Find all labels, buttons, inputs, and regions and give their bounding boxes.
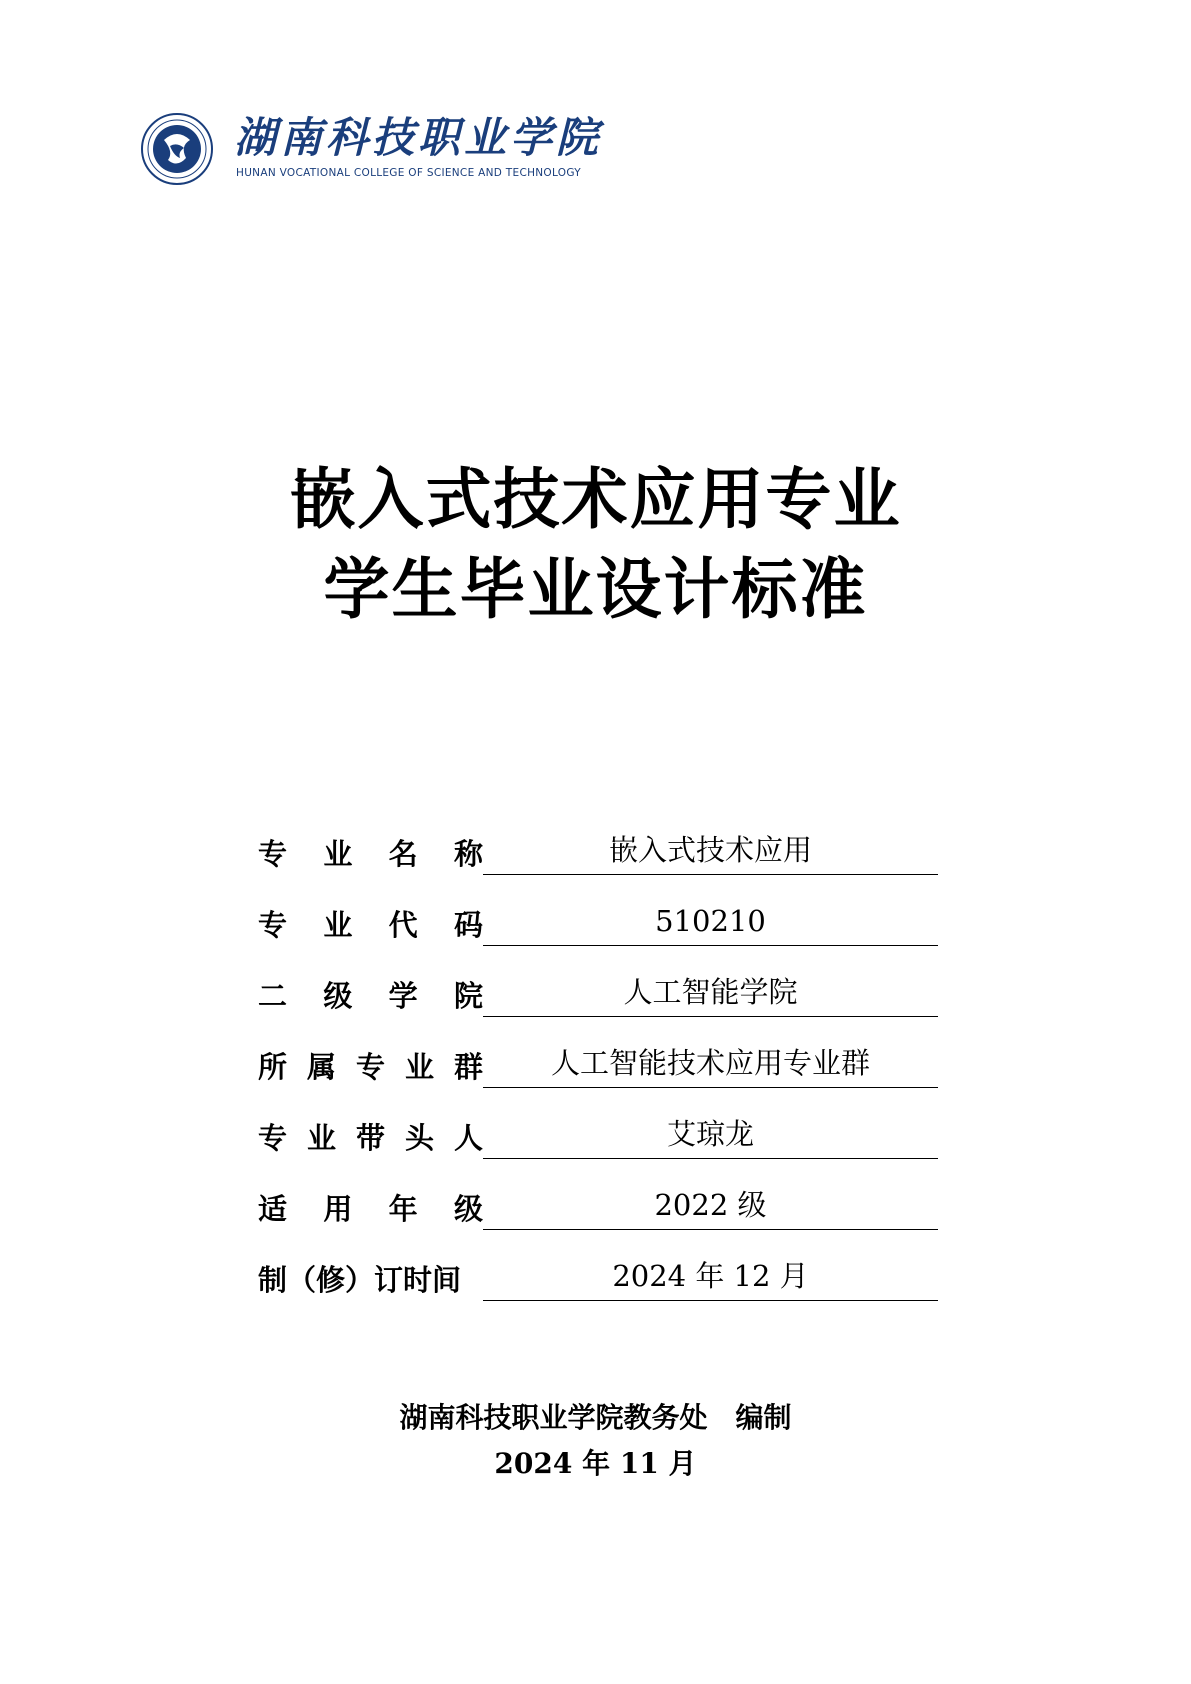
info-label-char: 院 bbox=[453, 978, 483, 1013]
info-label bbox=[258, 830, 483, 874]
info-label-char: 业 bbox=[306, 1120, 336, 1155]
info-value: 2024 年 12 月 bbox=[483, 1252, 938, 1301]
footer-date: 2024 年 11 月 bbox=[494, 1447, 697, 1480]
info-label-char: 业 bbox=[404, 1049, 434, 1084]
college-seal-icon bbox=[140, 112, 214, 186]
info-label-char: 人 bbox=[453, 1120, 483, 1155]
info-label-char: 业 bbox=[323, 907, 353, 942]
info-label bbox=[258, 901, 483, 945]
info-label bbox=[258, 1043, 483, 1087]
info-label-char: 业 bbox=[323, 836, 353, 871]
info-row bbox=[258, 1175, 938, 1246]
info-label-char: 制（修）订时间 bbox=[258, 1262, 462, 1297]
info-label-char: 二 bbox=[258, 978, 288, 1013]
info-value: 510210 bbox=[483, 897, 938, 946]
info-label-char: 学 bbox=[388, 978, 418, 1013]
info-label-char: 专 bbox=[258, 1120, 288, 1155]
info-label bbox=[258, 1256, 483, 1300]
info-label-char: 属 bbox=[306, 1049, 336, 1084]
info-label-char: 码 bbox=[453, 907, 483, 942]
info-label-char: 用 bbox=[323, 1191, 353, 1226]
info-label-char: 专 bbox=[258, 907, 288, 942]
info-value: 艾琼龙 bbox=[483, 1110, 938, 1159]
footer-issuer: 湖南科技职业学院教务处 编制 bbox=[399, 1401, 792, 1434]
info-label-char: 群 bbox=[453, 1049, 483, 1084]
info-table bbox=[258, 820, 938, 1317]
info-label-char: 级 bbox=[323, 978, 353, 1013]
info-label-char: 年 bbox=[388, 1191, 418, 1226]
info-label-char: 所 bbox=[258, 1049, 288, 1084]
info-value: 人工智能技术应用专业群 bbox=[483, 1039, 938, 1088]
document-title-line2: 学生毕业设计标准 bbox=[323, 551, 868, 628]
info-label bbox=[258, 1185, 483, 1229]
info-value: 人工智能学院 bbox=[483, 968, 938, 1017]
college-name-zh: 湖南科技职业学院 bbox=[234, 113, 603, 162]
info-row bbox=[258, 962, 938, 1033]
info-label-char: 带 bbox=[355, 1120, 385, 1155]
info-label-char: 头 bbox=[404, 1120, 434, 1155]
info-label-char: 专 bbox=[355, 1049, 385, 1084]
info-row bbox=[258, 1246, 938, 1317]
info-row bbox=[258, 1033, 938, 1104]
info-label-char: 适 bbox=[258, 1191, 288, 1226]
college-logo bbox=[140, 112, 603, 196]
info-label-char: 专 bbox=[258, 836, 288, 871]
info-label bbox=[258, 1114, 483, 1158]
info-label-char: 代 bbox=[388, 907, 418, 942]
info-label-char: 名 bbox=[388, 836, 418, 871]
info-value: 嵌入式技术应用 bbox=[483, 826, 938, 875]
document-title-line1: 嵌入式技术应用专业 bbox=[289, 461, 902, 538]
info-label-char: 级 bbox=[453, 1191, 483, 1226]
info-row bbox=[258, 1104, 938, 1175]
info-row bbox=[258, 891, 938, 962]
college-name-en: HUNAN VOCATIONAL COLLEGE OF SCIENCE AND TECHNOLOGY bbox=[236, 167, 581, 179]
info-value: 2022 级 bbox=[483, 1181, 938, 1230]
info-row bbox=[258, 820, 938, 891]
info-label-char: 称 bbox=[453, 836, 483, 871]
info-label bbox=[258, 972, 483, 1016]
